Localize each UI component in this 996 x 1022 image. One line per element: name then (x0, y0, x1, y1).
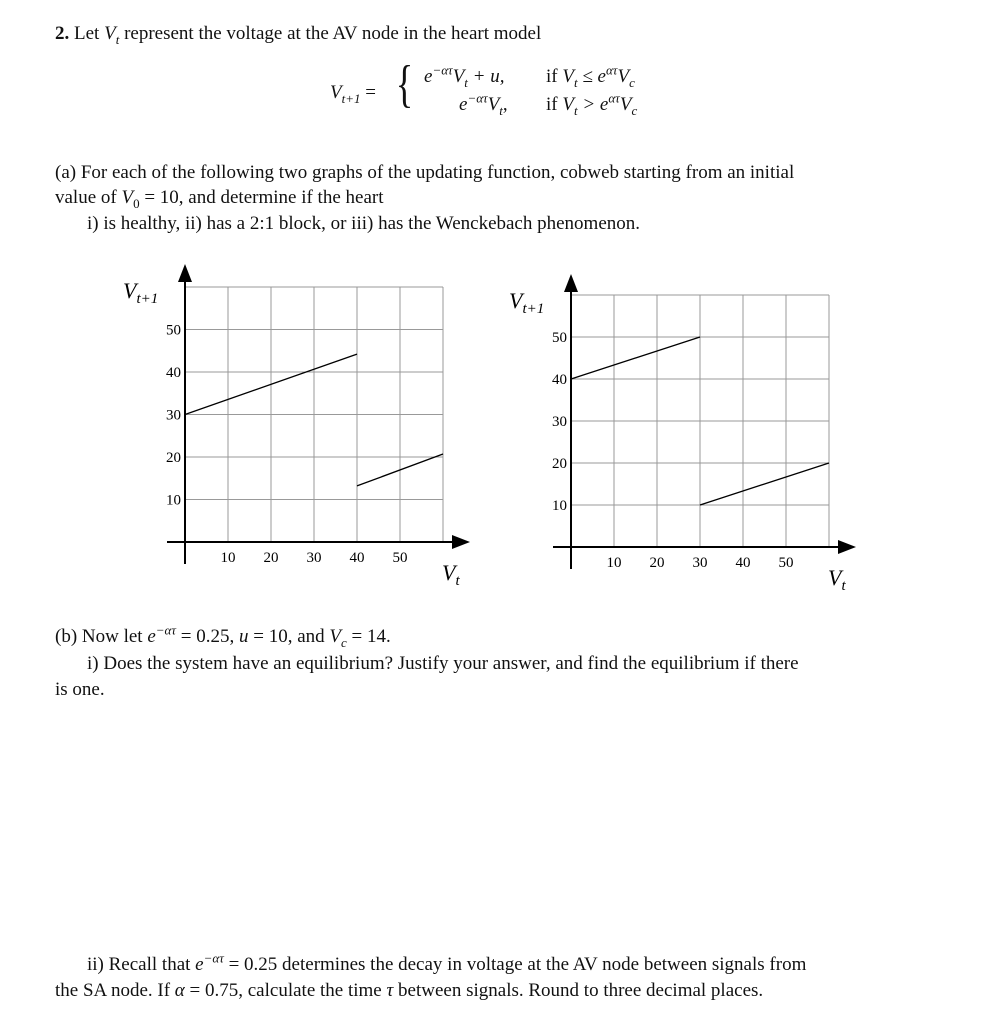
text: value of (55, 187, 117, 208)
exp: −ατ (467, 90, 488, 106)
problem-intro (55, 23, 541, 45)
var: V (562, 94, 574, 115)
exp: −ατ (155, 622, 177, 638)
exp: −ατ (203, 950, 224, 966)
equation-case-1 (424, 62, 505, 90)
function-segment (571, 337, 700, 379)
var-sub: t+1 (341, 90, 361, 106)
part-b-line-1 (55, 622, 391, 650)
function-segment (700, 463, 829, 505)
y-axis-label: $V_{t+1}$ (509, 288, 545, 317)
var: e (147, 626, 156, 647)
var-sub: t (573, 102, 578, 118)
equation-lhs (330, 82, 376, 104)
exp: ατ (605, 62, 618, 78)
text: ii) Recall that (87, 954, 191, 975)
part-b-q1-line-2: is one. (55, 679, 105, 700)
var: α (174, 980, 185, 1001)
graph-2 (500, 270, 870, 590)
part-a-line-3: i) is healthy, ii) has a 2:1 block, or iii) has the Wenckebach phenomenon. (87, 213, 641, 234)
y-tick-label: 40 (166, 365, 181, 381)
y-axis-arrow-icon (564, 274, 578, 292)
x-tick-label: 10 (220, 550, 236, 566)
equation-case-2 (459, 90, 508, 118)
x-tick-label: 30 (692, 555, 708, 571)
y-tick-label: 10 (552, 498, 567, 514)
intro-text: represent the voltage at the AV node in the heart model (124, 23, 542, 44)
exp: ατ (608, 90, 620, 106)
equation-cond-2 (546, 90, 638, 118)
var: e (424, 66, 433, 87)
x-tick-label: 50 (778, 555, 794, 571)
text: between signals. Round to three decimal places. (393, 980, 764, 1001)
var-sub: 0 (133, 195, 140, 211)
var: V (330, 82, 342, 103)
var: V (487, 94, 500, 115)
part-b-q2-line-2 (55, 980, 763, 1002)
y-tick-label: 20 (552, 456, 567, 472)
text: = 0.25, (176, 626, 239, 647)
text: (b) Now let (55, 626, 143, 647)
var-sub: t (499, 102, 503, 118)
x-tick-label: 50 (392, 550, 408, 566)
y-tick-label: 50 (166, 322, 181, 339)
part-a-line-1: (a) For each of the following two graphs of the updating function, cobweb starting from an initial (55, 162, 795, 183)
x-tick-label: 20 (263, 550, 279, 566)
text: = 0.25 determines the decay in voltage at the AV node between signals from (223, 954, 807, 975)
op: ≤ e (577, 66, 606, 87)
x-tick-label: 40 (735, 555, 751, 571)
intro-text: Let (74, 23, 100, 44)
comma: , (502, 94, 508, 115)
var-sub: c (631, 102, 638, 118)
var: V (452, 66, 465, 87)
y-tick-label: 20 (166, 450, 181, 466)
var: τ (386, 980, 394, 1001)
var: u (239, 626, 249, 647)
x-axis-label: $V_t$ (442, 560, 460, 589)
part-b-q2-line-1 (87, 950, 807, 976)
graph-1 (110, 260, 490, 590)
equals: = (365, 82, 376, 103)
text: = 10, and determine if the heart (139, 187, 384, 208)
var: e (459, 94, 468, 115)
y-tick-label: 30 (552, 414, 567, 430)
if: if (546, 66, 558, 87)
x-tick-label: 10 (606, 555, 622, 571)
var: V (617, 66, 630, 87)
x-axis-arrow-icon (452, 535, 470, 549)
var-sub: c (341, 634, 347, 650)
y-tick-label: 10 (166, 492, 181, 509)
exp: −ατ (432, 62, 453, 78)
y-tick-label: 40 (552, 372, 567, 388)
var: V (104, 23, 116, 44)
var: V (619, 94, 632, 115)
x-tick-label: 20 (649, 555, 665, 571)
term: + u, (467, 66, 505, 87)
var: V (121, 187, 134, 208)
part-b-q1-line-1: i) Does the system have an equilibrium? Justify your answer, and find the equilibrium if there (87, 653, 799, 674)
var-sub: t (573, 74, 578, 90)
var-sub: t (464, 74, 468, 90)
equation-cond-1 (546, 62, 635, 90)
text: the SA node. If (55, 980, 175, 1001)
var-sub: c (629, 74, 635, 90)
y-axis-arrow-icon (178, 264, 192, 282)
text: = 14. (346, 626, 391, 647)
var: V (329, 626, 342, 647)
if: if (546, 94, 558, 115)
problem-number: 2. (55, 23, 70, 44)
part-a-line-2 (55, 187, 384, 209)
var: V (562, 66, 574, 87)
brace: { (395, 56, 414, 113)
y-axis-label: $V_{t+1}$ (123, 278, 159, 307)
var: e (195, 954, 204, 975)
var-sub: t (115, 31, 120, 47)
y-tick-label: 50 (552, 330, 567, 346)
text: = 0.75, calculate the time (184, 980, 387, 1001)
x-axis-arrow-icon (838, 540, 856, 554)
x-axis-label: $V_t$ (828, 565, 846, 590)
y-tick-label: 30 (166, 407, 181, 424)
x-tick-label: 40 (349, 550, 365, 566)
text: = 10, and (248, 626, 330, 647)
op: > e (577, 94, 609, 115)
x-tick-label: 30 (306, 550, 322, 566)
